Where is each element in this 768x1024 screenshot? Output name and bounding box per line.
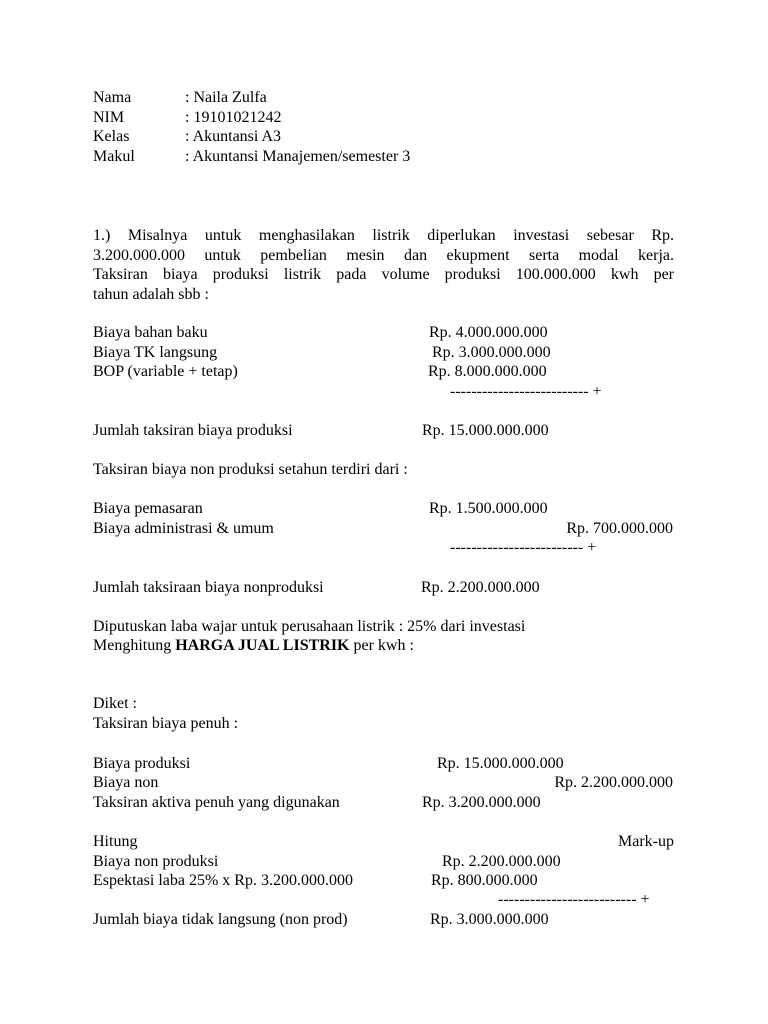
total-amount: Rp. 15.000.000.000 <box>422 422 549 439</box>
cost-label: Biaya bahan baku <box>93 324 208 341</box>
cost-amount: Rp. 2.200.000.000 <box>554 774 673 791</box>
calc-emphasis: HARGA JUAL LISTRIK <box>175 637 350 654</box>
cost-label: Biaya produksi <box>93 755 191 772</box>
course-label: Makul <box>93 148 135 165</box>
class-value: : Akuntansi A3 <box>185 128 282 145</box>
calc-suffix: per kwh : <box>349 637 414 654</box>
total-label: Jumlah taksiraan biaya nonproduksi <box>93 579 324 596</box>
cost-amount: Rp. 3.200.000.000 <box>422 794 541 811</box>
compute-label: Hitung <box>93 833 138 850</box>
nim-value: : 19101021242 <box>185 109 282 126</box>
cost-amount: Rp. 800.000.000 <box>431 872 538 889</box>
cost-amount: Rp. 1.500.000.000 <box>429 500 548 517</box>
sum-line: ------------------------- + <box>450 539 597 556</box>
nim-label: NIM <box>93 109 125 126</box>
cost-label: Biaya TK langsung <box>93 344 218 361</box>
cost-amount: Rp. 3.000.000.000 <box>432 344 551 361</box>
non-production-intro: Taksiran biaya non produksi setahun terdiri dari : <box>93 461 408 478</box>
sum-line: -------------------------- + <box>498 891 650 908</box>
cost-label: Taksiran aktiva penuh yang digunakan <box>93 794 340 811</box>
problem-line: 3.200.000.000 untuk pembelian mesin dan ekupment serta modal kerja. <box>93 246 674 264</box>
total-amount: Rp. 3.000.000.000 <box>430 911 549 928</box>
calc-prefix: Menghitung <box>93 637 176 654</box>
cost-label: Biaya administrasi & umum <box>93 520 274 537</box>
name-value: : Naila Zulfa <box>185 89 267 106</box>
cost-amount: Rp. 8.000.000.000 <box>428 363 547 380</box>
markup-label: Mark-up <box>618 833 674 850</box>
problem-line: tahun adalah sbb : <box>93 285 209 303</box>
course-value: : Akuntansi Manajemen/semester 3 <box>185 148 411 165</box>
sum-line: -------------------------- + <box>450 383 602 400</box>
calc-statement <box>93 636 414 656</box>
problem-paragraph <box>93 226 674 304</box>
cost-amount: Rp. 700.000.000 <box>566 520 673 537</box>
total-amount: Rp. 2.200.000.000 <box>421 579 540 596</box>
profit-statement: Diputuskan laba wajar untuk perusahaan listrik : 25% dari investasi <box>93 618 526 635</box>
cost-amount: Rp. 4.000.000.000 <box>429 324 548 341</box>
cost-amount: Rp. 2.200.000.000 <box>442 853 561 870</box>
cost-amount: Rp. 15.000.000.000 <box>437 755 564 772</box>
name-label: Nama <box>93 89 132 106</box>
problem-line: Taksiran biaya produksi listrik pada volume produksi 100.000.000 kwh per <box>93 266 674 283</box>
total-label: Jumlah taksiran biaya produksi <box>93 422 293 439</box>
full-cost-label: Taksiran biaya penuh : <box>93 715 239 732</box>
cost-label: Biaya non produksi <box>93 853 219 870</box>
cost-label: Biaya non <box>93 774 159 791</box>
problem-line: 1.) Misalnya untuk menghasilakan listrik diperlukan investasi sebesar Rp. <box>93 227 674 244</box>
cost-label: BOP (variable + tetap) <box>93 363 238 380</box>
cost-label: Espektasi laba 25% x Rp. 3.200.000.000 <box>93 872 353 889</box>
given-label: Diket : <box>93 695 137 712</box>
cost-label: Biaya pemasaran <box>93 500 203 517</box>
class-label: Kelas <box>93 128 130 145</box>
total-label: Jumlah biaya tidak langsung (non prod) <box>93 911 348 928</box>
